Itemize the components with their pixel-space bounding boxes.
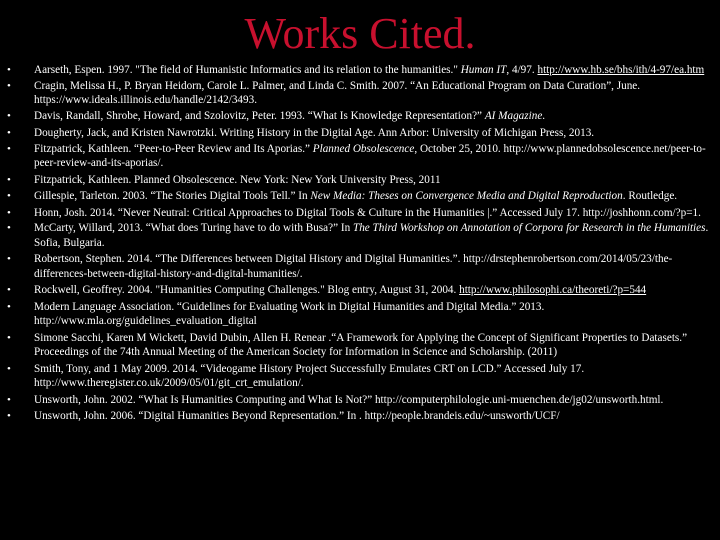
reference-item: [0, 173, 720, 188]
reference-item: [0, 362, 720, 391]
reference-link[interactable]: http://www.philosophi.ca/theoreti/?p=544: [459, 284, 647, 296]
reference-item: [0, 252, 720, 281]
reference-text: [34, 174, 441, 186]
reference-item: [0, 283, 720, 298]
bullet-icon: •: [7, 410, 11, 422]
italic-title: Planned Obsolescence: [312, 142, 415, 155]
reference-item: [0, 189, 720, 204]
reference-segment: Dougherty, Jack, and Kristen Nawrotzki. Writing History in the Digital Age. Ann Arbor: University of Michigan Press, 2013.: [34, 127, 595, 139]
reference-segment: McCarty, Willard, 2013. “What does Turing have to do with Busa?” In: [34, 222, 353, 234]
bullet-icon: •: [7, 64, 11, 76]
reference-text: [34, 332, 687, 359]
bullet-icon: •: [7, 127, 11, 139]
reference-text: [34, 80, 640, 107]
bullet-icon: •: [7, 206, 11, 219]
reference-segment: Davis, Randall, Shrobe, Howard, and Szolovitz, Peter. 1993. “What Is Knowledge Representation?”: [34, 109, 485, 122]
reference-text: [34, 410, 560, 422]
reference-item: [0, 206, 720, 221]
reference-text: [34, 301, 544, 328]
reference-item: [0, 79, 720, 108]
reference-item: [0, 126, 720, 141]
italic-title: New Media: Theses on Convergence Media and Digital Reproduction: [310, 190, 623, 202]
reference-segment: Gillespie, Tarleton. 2003. “The Stories Digital Tools Tell.” In: [34, 190, 311, 202]
bullet-icon: •: [7, 109, 11, 122]
slide-title: Works Cited.: [244, 9, 476, 58]
reference-segment: .: [542, 109, 546, 122]
bullet-icon: •: [7, 173, 11, 186]
reference-item: [0, 142, 720, 171]
reference-text: [34, 110, 545, 122]
bullet-icon: •: [7, 393, 11, 406]
reference-segment: , 4/97.: [506, 64, 538, 76]
reference-text: [34, 127, 594, 139]
reference-segment: Cragin, Melissa H., P. Bryan Heidorn, Carole L. Palmer, and Linda C. Smith. 2007. “An Educational Program on Data Curation”, June. https://www.ideals.illinois.edu/handle/2142/3493.: [34, 79, 641, 106]
reference-segment: Robertson, Stephen. 2014. “The Differences between Digital History and Digital Humanities.”. http://drstephenrobertson.com/2014/05/23/the-differences-between-digital-history-and-digital-humanities/.: [34, 253, 673, 280]
reference-segment: . Sofia, Bulgaria.: [34, 222, 709, 249]
reference-text: [34, 207, 701, 219]
reference-segment: Smith, Tony, and 1 May 2009. 2014. “Videogame History Project Successfully Emulates CRT on LCD.” Accessed July 17. http://www.theregister.co.uk/2009/05/01/git_crt_emulation/.: [34, 362, 585, 389]
bullet-icon: •: [7, 222, 11, 234]
reference-link[interactable]: http://www.hb.se/bhs/ith/4-97/ea.htm: [537, 64, 705, 76]
reference-item: [0, 331, 720, 360]
reference-item: [0, 221, 720, 250]
reference-segment: Aarseth, Espen. 1997. "The field of Humanistic Informatics and its relation to the humanities.": [34, 64, 461, 76]
reference-text: [34, 143, 706, 170]
reference-item: [0, 109, 720, 124]
italic-title: The Third Workshop on Annotation of Corpora for Research in the Humanities: [352, 222, 706, 234]
bullet-icon: •: [7, 300, 11, 313]
reference-text: [34, 190, 677, 202]
reference-text: [34, 284, 646, 296]
reference-item: [0, 393, 720, 408]
reference-segment: Modern Language Association. “Guidelines for Evaluating Work in Digital Humanities and Digital Media.” 2013. http://www.mla.org/guidelines_evaluation_digital: [34, 300, 545, 327]
reference-text: [34, 64, 704, 76]
reference-segment: Unsworth, John. 2006. “Digital Humanities Beyond Representation.” In . http://people.brandeis.edu/~unsworth/UCF/: [34, 410, 560, 422]
italic-title: Human IT: [460, 64, 507, 76]
bullet-icon: •: [7, 142, 11, 155]
italic-title: AI Magazine: [484, 109, 543, 122]
bullet-icon: •: [7, 331, 11, 344]
reference-item: [0, 63, 720, 78]
reference-segment: Rockwell, Geoffrey. 2004. "Humanities Computing Challenges." Blog entry, August 31, 2004.: [34, 284, 460, 296]
bullet-icon: •: [7, 284, 11, 296]
reference-segment: Simone Sacchi, Karen M Wickett, David Dubin, Allen H. Renear .“A Framework for Applying the Concept of Significant Properties to Datasets.” Proceedings of the 74th Annual Meeting of the American Society for Information in Science and Scholarship. (2011): [34, 331, 688, 358]
bullet-icon: •: [7, 362, 11, 375]
reference-item: [0, 409, 720, 424]
bullet-icon: •: [7, 253, 11, 265]
bullet-icon: •: [7, 79, 11, 92]
reference-segment: Honn, Josh. 2014. “Never Neutral: Critical Approaches to Digital Tools & Culture in the Humanities |.” Accessed July 17. http://joshhonn.com/?p=1.: [34, 206, 701, 219]
reference-item: [0, 300, 720, 329]
reference-segment: Unsworth, John. 2002. “What Is Humanities Computing and What Is Not?” http://computerphilologie.uni-muenchen.de/jg02/unsworth.html.: [34, 393, 664, 406]
reference-segment: . Routledge.: [622, 190, 678, 202]
reference-segment: , October 25, 2010. http://www.plannedobsolescence.net/peer-to-peer-review-and-its-aporias/.: [34, 142, 706, 169]
reference-list: [0, 63, 720, 425]
reference-text: [34, 253, 672, 280]
reference-text: [34, 394, 663, 406]
reference-text: [34, 363, 584, 390]
reference-text: [34, 222, 708, 249]
bullet-icon: •: [7, 190, 11, 202]
reference-segment: Fitzpatrick, Kathleen. Planned Obsolescence. New York: New York University Press, 2011: [34, 173, 441, 186]
reference-segment: Fitzpatrick, Kathleen. “Peer-to-Peer Review and Its Aporias.”: [34, 142, 313, 155]
